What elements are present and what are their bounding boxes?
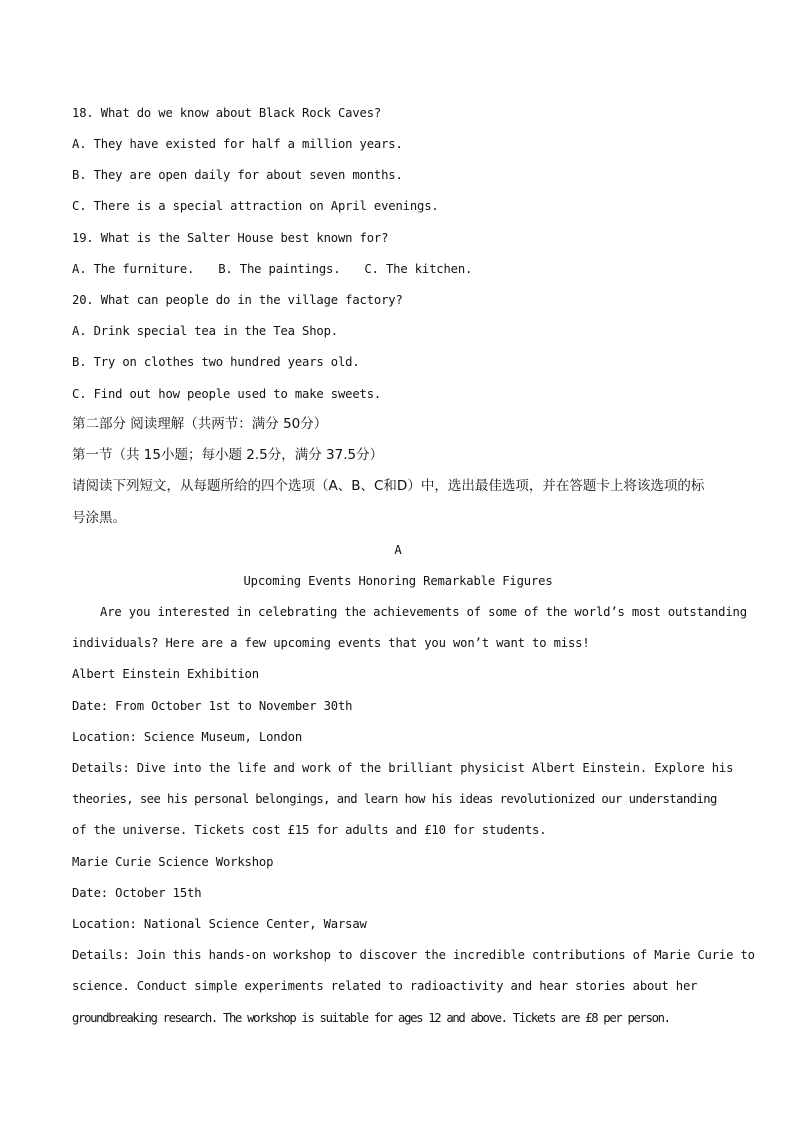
q20-option-b: B. Try on clothes two hundred years old. [72,355,360,369]
passage-letter: A [394,543,402,557]
q19-option-a: A. The furniture. [72,262,195,276]
event2-details-line-1: Details: Join this hands-on workshop to discover the incredible contributions of Marie Curie to [72,948,755,962]
event2-date: Date: October 15th [72,886,202,900]
passage-title: Upcoming Events Honoring Remarkable Figures [243,574,553,588]
q19-option-c: C. The kitchen. [364,262,473,276]
question-18: 18. What do we know about Black Rock Caves? [72,106,382,120]
event1-details-line-3: of the universe. Tickets cost £15 for adults and £10 for students. [72,823,547,837]
part2-heading: 第二部分 阅读理解（共两节：满分 50分） [72,416,328,432]
event2-details-line-2: science. Conduct simple experiments related to radioactivity and hear stories about her [72,979,698,993]
q19-option-b: B. The paintings. [218,262,341,276]
event2-details-line-3: groundbreaking research. The workshop is suitable for ages 12 and above. Tickets are £8 per person. [72,1011,670,1025]
section1-heading: 第一节（共 15小题；每小题 2.5分，满分 37.5分） [72,447,384,463]
event1-details-line-2: theories, see his personal belongings, and learn how his ideas revolutionized our understanding [72,792,717,806]
q18-option-c: C. There is a special attraction on April evenings. [72,199,439,213]
intro-line-1: Are you interested in celebrating the achievements of some of the world’s most outstanding [100,605,747,619]
event2-name: Marie Curie Science Workshop [72,855,274,869]
event1-name: Albert Einstein Exhibition [72,667,259,681]
intro-line-2: individuals? Here are a few upcoming events that you won’t want to miss! [72,636,590,650]
instruction-line-1: 请阅读下列短文，从每题所给的四个选项（A、B、C和D）中，选出最佳选项，并在答题卡上将该选项的标 [72,478,705,494]
q20-option-a: A. Drink special tea in the Tea Shop. [72,324,338,338]
event1-details-line-1: Details: Dive into the life and work of the brilliant physicist Albert Einstein. Explore his [72,761,734,775]
q18-option-b: B. They are open daily for about seven months. [72,168,403,182]
question-20: 20. What can people do in the village factory? [72,293,403,307]
question-19: 19. What is the Salter House best known for? [72,231,389,245]
q19-options [72,261,724,277]
q20-option-c: C. Find out how people used to make sweets. [72,387,382,401]
event1-location: Location: Science Museum, London [72,730,302,744]
q18-option-a: A. They have existed for half a million years. [72,137,403,151]
event1-date: Date: From October 1st to November 30th [72,699,353,713]
event2-location: Location: National Science Center, Warsaw [72,917,367,931]
instruction-line-2: 号涂黑。 [72,510,126,526]
